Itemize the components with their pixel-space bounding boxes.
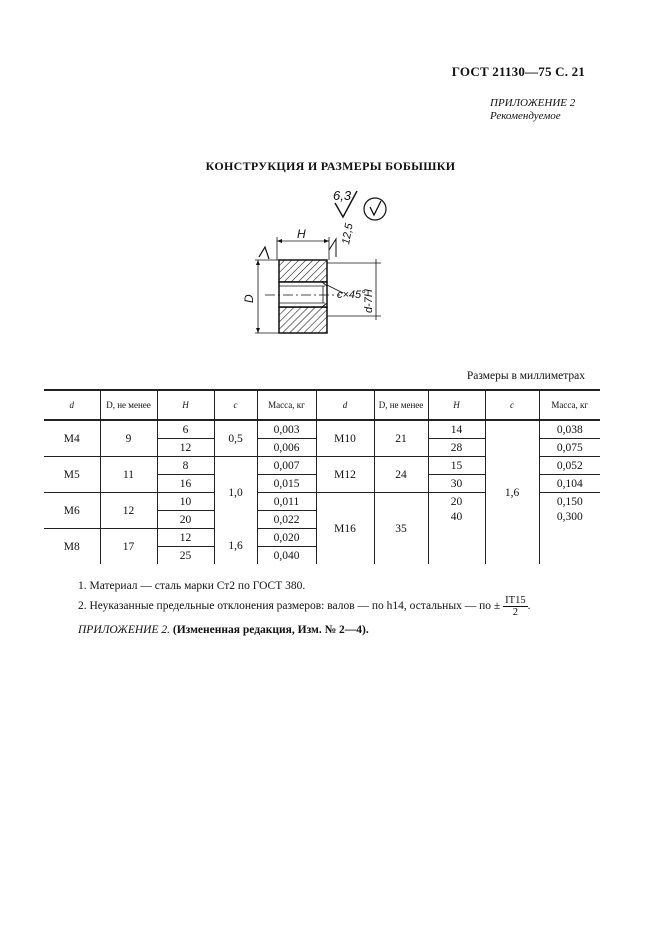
cell-H: 40 (428, 511, 485, 565)
cell-H: 14 (428, 420, 485, 439)
dimensions-table-wrap (44, 389, 600, 564)
appendix-status: Рекомендуемое (490, 110, 561, 122)
dim-chamfer-label: c×45° (337, 289, 366, 301)
cell-d: M10 (316, 420, 374, 457)
boss-drawing (225, 185, 405, 345)
note-2 (78, 595, 530, 618)
fraction-numerator: IT15 (505, 595, 526, 606)
cell-H: 20 (157, 511, 214, 529)
cell-mass: 0,075 (539, 439, 600, 457)
cell-H: 12 (157, 529, 214, 547)
cell-mass: 0,104 (539, 475, 600, 493)
cell-mass: 0,015 (257, 475, 316, 493)
page-header: ГОСТ 21130—75 С. 21 (451, 64, 585, 79)
col-header-d-2: d (316, 390, 374, 420)
fraction-denominator: 2 (512, 607, 518, 618)
cell-D: 21 (374, 420, 428, 457)
cell-mass: 0,150 (539, 493, 600, 511)
cell-mass: 0,038 (539, 420, 600, 439)
cell-mass: 0,300 (539, 511, 600, 565)
units-note: Размеры в миллиметрах (466, 370, 585, 382)
cell-mass: 0,003 (257, 420, 316, 439)
col-header-D-2: D, не менее (374, 390, 428, 420)
cell-H: 15 (428, 457, 485, 475)
section-title: КОНСТРУКЦИЯ И РАЗМЕРЫ БОБЫШКИ (205, 159, 456, 173)
dimensions-table (44, 389, 600, 564)
cell-mass: 0,052 (539, 457, 600, 475)
cell-d: M6 (44, 493, 100, 529)
cell-c: 1,6 (214, 529, 257, 565)
cell-D: 11 (100, 457, 157, 493)
cell-d: M4 (44, 420, 100, 457)
cell-mass: 0,022 (257, 511, 316, 529)
note-2-text: 2. Неуказанные предельные отклонения размеров: валов — по h14, остальных — по ± (78, 600, 501, 613)
cell-H: 20 (428, 493, 485, 511)
cell-mass: 0,020 (257, 529, 316, 547)
cell-d: M8 (44, 529, 100, 565)
cell-D: 9 (100, 420, 157, 457)
appendix-number: ПРИЛОЖЕНИЕ 2 (490, 97, 576, 109)
col-header-d: d (44, 390, 100, 420)
cell-H: 25 (157, 547, 214, 565)
cell-H: 28 (428, 439, 485, 457)
tolerance-fraction (503, 595, 527, 618)
dim-d-outer-label: D (242, 294, 256, 303)
cell-D: 12 (100, 493, 157, 529)
cell-H: 12 (157, 439, 214, 457)
cell-mass: 0,007 (257, 457, 316, 475)
cell-H: 10 (157, 493, 214, 511)
col-header-mass-2: Масса, кг (539, 390, 600, 420)
col-header-mass: Масса, кг (257, 390, 316, 420)
appendix-label (490, 97, 575, 123)
cell-D: 17 (100, 529, 157, 565)
cell-c: 0,5 (214, 420, 257, 457)
cell-mass: 0,040 (257, 547, 316, 565)
notes (78, 577, 530, 618)
col-header-H-2: H (428, 390, 485, 420)
cell-D: 24 (374, 457, 428, 493)
cell-d: M5 (44, 457, 100, 493)
cell-mass: 0,006 (257, 439, 316, 457)
cell-mass: 0,011 (257, 493, 316, 511)
col-header-c: c (214, 390, 257, 420)
note-2-end: . (527, 600, 531, 613)
revision-note (78, 624, 369, 636)
dim-d-thread-label: d-7H (363, 289, 375, 313)
side-roughness-value: 12,5 (340, 222, 356, 246)
cell-H: 8 (157, 457, 214, 475)
cell-H: 16 (157, 475, 214, 493)
col-header-D: D, не менее (100, 390, 157, 420)
col-header-H: H (157, 390, 214, 420)
revision-value: (Измененная редакция, Изм. № 2—4). (172, 624, 369, 636)
col-header-c-2: c (485, 390, 539, 420)
revision-label: ПРИЛОЖЕНИЕ 2. (78, 624, 170, 636)
dim-h-label: H (297, 227, 306, 241)
cell-H: 6 (157, 420, 214, 439)
cell-c: 1,6 (485, 420, 539, 564)
cell-d: M16 (316, 493, 374, 565)
roughness-value: 6,3 (333, 188, 352, 203)
cell-H: 30 (428, 475, 485, 493)
cell-d: M12 (316, 457, 374, 493)
table-row (44, 420, 600, 439)
cell-c: 1,0 (214, 457, 257, 529)
table-header-row (44, 390, 600, 420)
note-1: 1. Материал — сталь марки Ст2 по ГОСТ 380. (78, 580, 306, 592)
roughness-circle-icon (364, 198, 386, 220)
cell-D: 35 (374, 493, 428, 565)
